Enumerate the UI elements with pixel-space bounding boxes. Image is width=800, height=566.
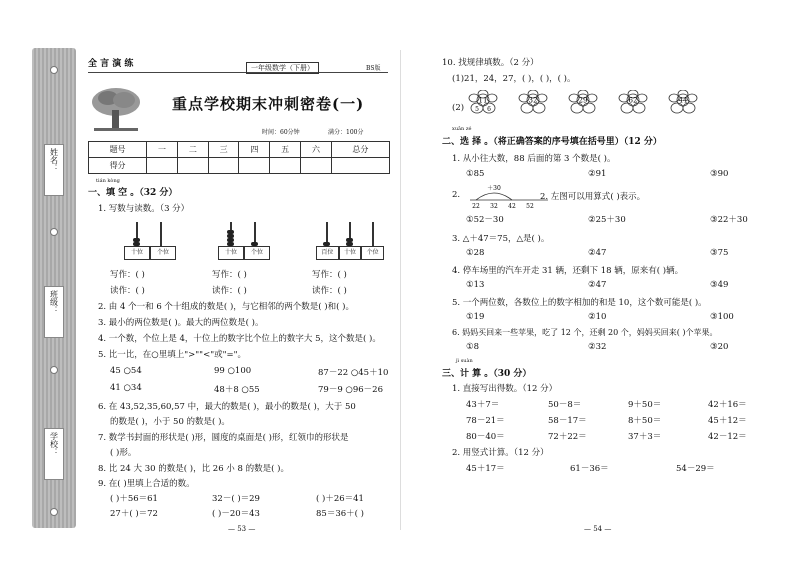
question-number: 2. <box>452 190 461 200</box>
pinyin: tián kòng <box>96 178 120 184</box>
question-9: 9. 在( )里填上合适的数。 <box>98 479 195 489</box>
compare-item: 41 ○34 <box>110 383 142 393</box>
score-header-cell: 一 <box>147 142 178 158</box>
question-10-line-2-label: (2) <box>452 103 465 113</box>
choice-question: 6. 妈妈买回来一些苹果，吃了 12 个，还剩 20 个，妈妈买回来( )个苹果。 <box>452 328 718 337</box>
question-calc-2: 2. 用竖式计算。（12 分） <box>452 448 549 458</box>
flower-3 <box>566 90 600 116</box>
score-header-cell: 三 <box>208 142 239 158</box>
brand: 全 言 演 练 <box>88 59 134 69</box>
compare-item: 87－22 ○45＋10 <box>318 368 389 378</box>
choice-question: 3. △＋47＝75，△是( )。 <box>452 234 550 244</box>
score-cell[interactable] <box>239 158 270 174</box>
choice-option[interactable]: ③49 <box>710 280 729 290</box>
score-cell[interactable] <box>147 158 178 174</box>
page-divider <box>400 50 401 530</box>
question-5: 5. 比一比，在○里填上">""<"或"="。 <box>98 350 247 360</box>
score-cell[interactable] <box>301 158 332 174</box>
fill-item: 85＝36＋( ) <box>316 509 364 519</box>
flower-2 <box>516 90 550 116</box>
punch-hole <box>50 66 58 74</box>
choice-question: 4. 停车场里的汽车开走 31 辆，还剩下 18 辆，原来有( )辆。 <box>452 266 684 276</box>
question-1: 1. 写数与读数。（3 分） <box>98 204 190 214</box>
fill-item: ( )－20＝43 <box>212 509 260 519</box>
calc-item: 9＋50＝ <box>628 400 662 410</box>
question-10: 10. 找规律填数。（2 分） <box>442 58 539 68</box>
calc-item: 43＋7＝ <box>466 400 500 410</box>
fill-item: ( )＋26＝41 <box>316 494 364 504</box>
question-6-cont: 的数是( )，小于 50 的数是( )。 <box>110 417 230 427</box>
choice-option[interactable]: ①85 <box>466 169 485 179</box>
question-7-cont: ( )形。 <box>110 448 137 458</box>
score-table <box>88 141 390 174</box>
choice-option[interactable]: ②32 <box>588 342 607 352</box>
diagram-tick-label: 32 <box>490 203 498 210</box>
question-7: 7. 数学书封面的形状是( )形，圆度的桌面是( )形，红领巾的形状是 <box>98 433 349 443</box>
class-label: 班级： <box>49 290 59 314</box>
score-cell[interactable] <box>177 158 208 174</box>
fill-item: ( )＋56＝61 <box>110 494 158 504</box>
punch-hole <box>50 366 58 374</box>
fill-item: 27＋( )＝72 <box>110 509 158 519</box>
score-header-row <box>89 142 390 158</box>
flower-center: 44 <box>678 96 688 105</box>
score-header-cell: 题号 <box>89 142 147 158</box>
score-cell[interactable] <box>331 158 389 174</box>
diagram-tick-label: 42 <box>508 203 516 210</box>
score-header-cell: 六 <box>301 142 332 158</box>
choice-option[interactable]: ①13 <box>466 280 485 290</box>
read-answer[interactable]: 读作：( ) <box>110 286 145 296</box>
question-8: 8. 比 24 大 30 的数是( )，比 26 小 8 的数是( )。 <box>98 464 289 474</box>
read-answer[interactable]: 读作：( ) <box>212 286 247 296</box>
name-label: 姓名： <box>49 148 59 172</box>
choice-option[interactable]: ③100 <box>710 312 734 322</box>
flower-4 <box>616 90 650 116</box>
abacus-label: 十位 <box>218 246 244 260</box>
page-number-left: — 53 — <box>228 525 256 533</box>
write-answer[interactable]: 写作：( ) <box>212 270 247 280</box>
abacus-3 <box>316 222 384 260</box>
pinyin: jì suàn <box>456 358 473 364</box>
section-2-title: 二、选 择 。（将正确答案的序号填在括号里）（12 分） <box>442 137 662 147</box>
calc-item: 37＋3＝ <box>628 432 662 442</box>
tree-illustration <box>88 86 144 132</box>
grade-label: 一年级数学（下册） <box>246 62 319 74</box>
choice-option[interactable]: ③90 <box>710 169 729 179</box>
choice-question: 2. 左图可以用算式( )表示。 <box>540 192 646 202</box>
question-4: 4. 一个数，个位上是 4，十位上的数字比个位上的数字大 5，这个数是( )。 <box>98 334 381 344</box>
compare-item: 79－9 ○96－26 <box>318 385 383 395</box>
abacus-label: 个位 <box>150 246 176 260</box>
header-rule <box>88 72 388 73</box>
write-answer[interactable]: 写作：( ) <box>110 270 145 280</box>
time-info: 时间：60分钟 <box>262 129 300 136</box>
fill-item: 32－( )＝29 <box>212 494 260 504</box>
choice-option[interactable]: ②25＋30 <box>588 215 626 225</box>
choice-option[interactable]: ②47 <box>588 248 607 258</box>
score-row <box>89 158 390 174</box>
punch-hole <box>50 508 58 516</box>
choice-option[interactable]: ①8 <box>466 342 480 352</box>
read-answer[interactable]: 读作：( ) <box>312 286 347 296</box>
choice-question: 5. 一个两位数，各数位上的数字相加的和是 10，这个数可能是( )。 <box>452 298 707 308</box>
flower-1 <box>466 90 500 116</box>
question-2: 2. 由 4 个一和 6 个十组成的数是( )，与它相邻的两个数是( )和( )。 <box>98 302 354 312</box>
choice-option[interactable]: ②91 <box>588 169 607 179</box>
calc-item: 80－40＝ <box>466 432 505 442</box>
flower-center: 62 <box>628 96 638 105</box>
binding-sidebar <box>32 48 76 528</box>
punch-hole <box>50 228 58 236</box>
flower-petal: 5 <box>475 106 479 113</box>
vertical-calc-item: 54－29＝ <box>676 464 715 474</box>
calc-item: 58－17＝ <box>548 416 587 426</box>
calc-item: 50－8＝ <box>548 400 582 410</box>
class-field[interactable] <box>44 286 64 338</box>
choice-option[interactable]: ①28 <box>466 248 485 258</box>
score-cell[interactable] <box>270 158 301 174</box>
calc-item: 8＋50＝ <box>628 416 662 426</box>
score-header-cell: 五 <box>270 142 301 158</box>
abacus-label: 百位 <box>316 246 339 260</box>
name-field[interactable] <box>44 144 64 196</box>
question-6: 6. 在 43,52,35,60,57 中，最大的数是( )，最小的数是( )，大于 50 <box>98 402 356 412</box>
choice-question: 1. 从小往大数，88 后面的第 3 个数是( )。 <box>452 154 616 164</box>
write-answer[interactable]: 写作：( ) <box>312 270 347 280</box>
vertical-calc-item: 61－36＝ <box>570 464 609 474</box>
pinyin: xuǎn zé <box>452 126 472 132</box>
abacus-1 <box>124 222 176 260</box>
abacus-label: 个位 <box>244 246 270 260</box>
flower-center: 29 <box>578 96 588 105</box>
score-header-cell: 四 <box>239 142 270 158</box>
abacus-2 <box>218 222 270 260</box>
section-3-title: 三、计 算 。（30 分） <box>442 369 532 379</box>
question-3: 3. 最小的两位数是( )。最大的两位数是( )。 <box>98 318 264 328</box>
choice-option[interactable]: ②47 <box>588 280 607 290</box>
score-cell[interactable] <box>208 158 239 174</box>
vertical-calc-item: 45＋17＝ <box>466 464 505 474</box>
page-title: 重点学校期末冲刺密卷(一) <box>172 95 365 113</box>
calc-item: 72＋22＝ <box>548 432 587 442</box>
score-row-label: 得分 <box>89 158 147 174</box>
compare-item: 45 ○54 <box>110 366 142 376</box>
score-header-cell: 二 <box>177 142 208 158</box>
full-score-info: 满分：100分 <box>328 129 364 136</box>
school-field[interactable] <box>44 428 64 480</box>
section-1-title: 一、填 空 。（32 分） <box>88 188 178 198</box>
calc-item: 45＋12＝ <box>708 416 747 426</box>
compare-item: 48＋8 ○55 <box>214 385 260 395</box>
diagram-arrow-label: ＋30 <box>487 185 501 192</box>
diagram-tick-label: 52 <box>526 203 534 210</box>
flower-petal: 6 <box>487 106 491 113</box>
flower-center: 32 <box>528 96 538 105</box>
calc-item: 42＋16＝ <box>708 400 747 410</box>
question-10-line-1: (1)21，24，27，( )，( )，( )。 <box>452 74 576 84</box>
choice-option[interactable]: ③22＋30 <box>710 215 748 225</box>
choice-option[interactable]: ①19 <box>466 312 485 322</box>
choice-option[interactable]: ③75 <box>710 248 729 258</box>
score-header-cell: 总分 <box>331 142 389 158</box>
choice-option[interactable]: ①52－30 <box>466 215 504 225</box>
page-number-right: — 54 — <box>584 525 612 533</box>
calc-item: 78－21＝ <box>466 416 505 426</box>
abacus-label: 十位 <box>124 246 150 260</box>
flower-center: 11 <box>478 96 488 105</box>
abacus-label: 个位 <box>361 246 384 260</box>
choice-option[interactable]: ②10 <box>588 312 607 322</box>
calc-item: 42－12＝ <box>708 432 747 442</box>
compare-item: 99 ○100 <box>214 366 252 376</box>
question-calc-1: 1. 直接写出得数。（12 分） <box>452 384 558 394</box>
school-label: 学校： <box>49 432 59 456</box>
edition-label: BS版 <box>366 65 381 72</box>
abacus-label: 十位 <box>339 246 362 260</box>
flower-5 <box>666 90 700 116</box>
choice-option[interactable]: ③20 <box>710 342 729 352</box>
diagram-tick-label: 22 <box>472 203 480 210</box>
